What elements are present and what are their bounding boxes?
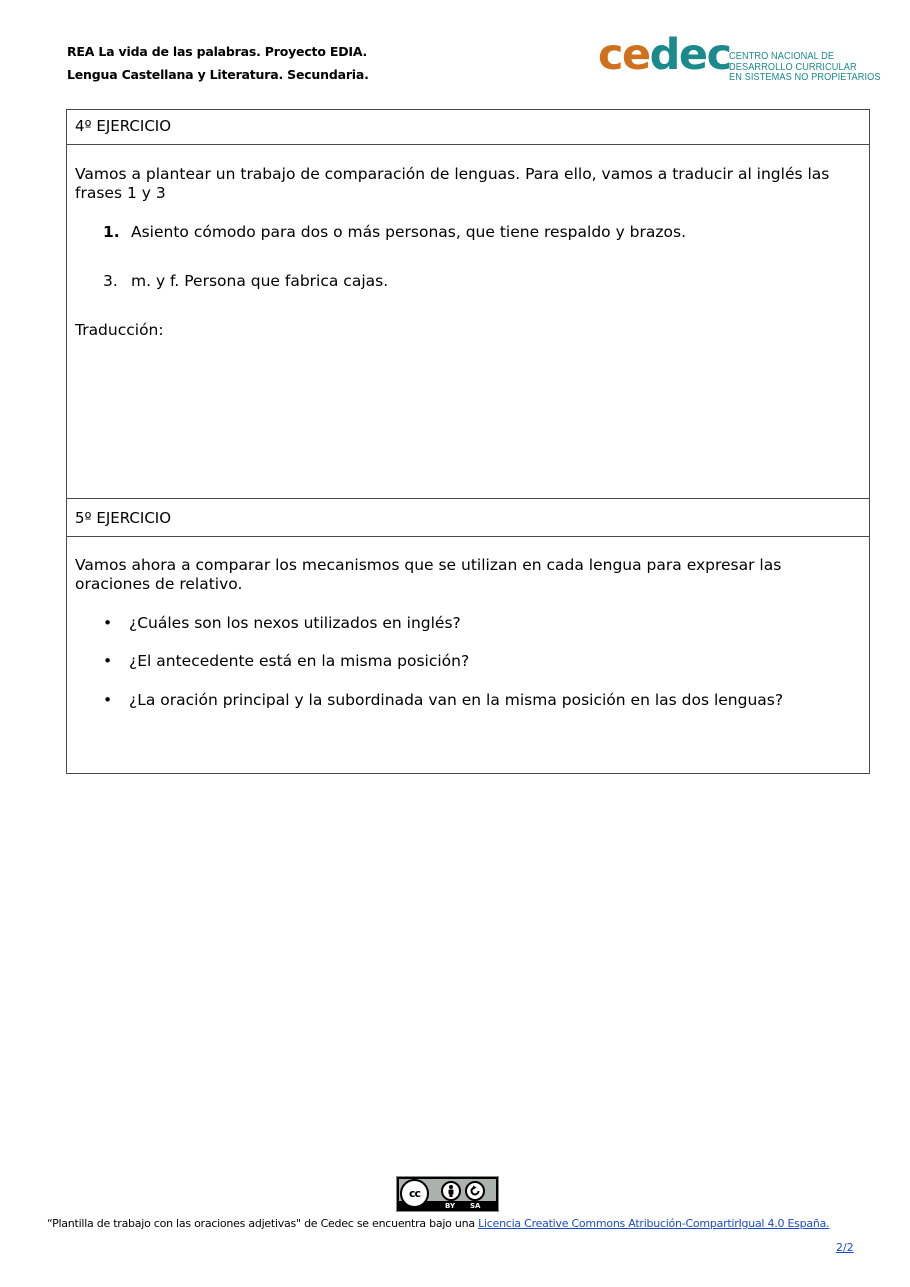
exercise-4-box [66,109,870,499]
license-notice [47,1217,829,1230]
document-header-title: REA La vida de las palabras. Proyecto EDIA. [67,44,368,59]
cedec-logo [598,30,881,90]
list-item-number: 3. [103,272,118,290]
badge-label-sa: SA [470,1202,481,1210]
question-text: ¿Cuáles son los nexos utilizados en inglés? [129,614,461,632]
translation-label: Traducción: [75,321,164,339]
attribution-icon [441,1181,461,1201]
share-alike-icon [465,1181,485,1201]
question-text: ¿La oración principal y la subordinada van en la misma posición en las dos lenguas? [129,691,784,709]
badge-label-by: BY [445,1202,456,1210]
cc-by-sa-badge [396,1176,499,1212]
page-number[interactable]: 2/2 [836,1241,854,1254]
list-item-text: Asiento cómodo para dos o más personas, que tiene respaldo y brazos. [131,223,686,241]
exercise-4-intro: Vamos a plantear un trabajo de comparación de lenguas. Para ello, vamos a traducir al inglés las frases 1 y 3 [75,165,830,202]
bullet-icon: • [103,691,113,709]
question-text: ¿El antecedente está en la misma posición? [129,652,470,670]
cedec-logo-tagline: CENTRO NACIONAL DE DESARROLLO CURRICULAR EN SISTEMAS NO PROPIETARIOS [729,51,881,83]
license-text: “Plantilla de trabajo con las oraciones adjetivas" de Cedec se encuentra bajo una [47,1217,479,1230]
document-header-subject: Lengua Castellana y Literatura. Secundaria. [67,67,369,82]
exercise-5-intro: Vamos ahora a comparar los mecanismos que se utilizan en cada lengua para expresar las oraciones de relativo. [75,556,782,593]
cc-icon: cc [400,1179,429,1208]
bullet-icon: • [103,614,113,632]
list-item-number: 1. [103,223,120,241]
exercise-4-title: 4º EJERCICIO [67,110,869,145]
bullet-icon: • [103,652,113,670]
license-link[interactable]: Licencia Creative Commons Atribución-CompartirIgual 4.0 España. [478,1217,830,1230]
cedec-logo-wordmark: cedec [598,30,731,80]
exercise-5-title: 5º EJERCICIO [67,499,869,537]
exercise-5-box [66,498,870,774]
list-item-text: m. y f. Persona que fabrica cajas. [131,272,389,290]
